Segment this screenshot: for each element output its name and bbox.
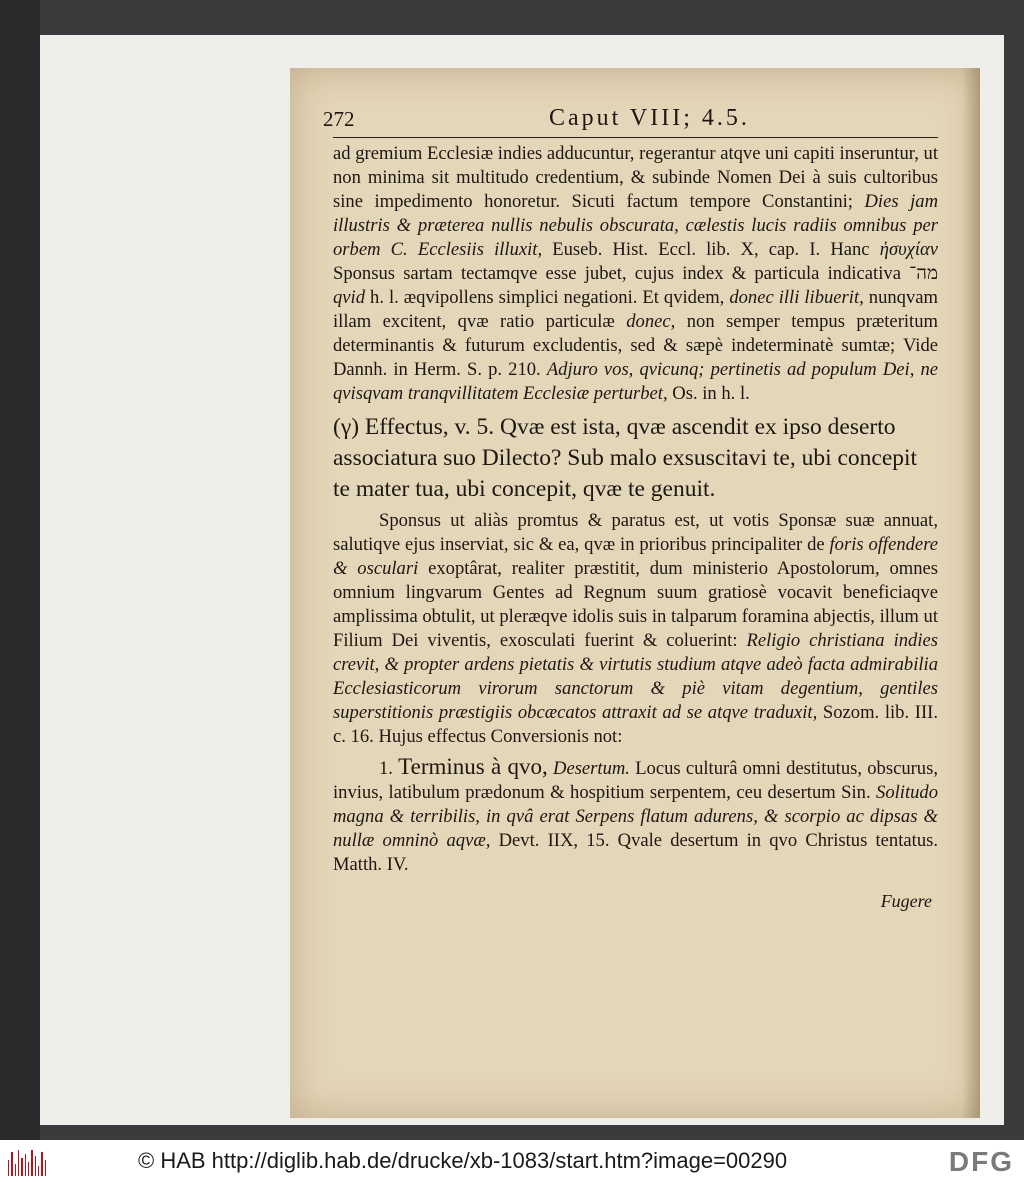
scanner-background-left xyxy=(0,0,40,1140)
catchword: Fugere xyxy=(880,891,932,911)
page-number: 272 xyxy=(323,107,355,131)
paragraph-1: ad gremium Ecclesiæ indies adducuntur, regerantur atqve uni capiti inseruntur, ut non minima sit multitudo credentium, & subinde Nomen Dei à suis cultoribus sine impedimento honoretur. Sicuti factum tempore Constantini; Dies jam illustris & præterea nullis nebulis obscurata, cælestis lucis radiis omnibus per orbem C. Ecclesiis illuxit, Euseb. Hist. Eccl. lib. X, cap. I. Hanc ἡσυχίαν Sponsus sartam tectamqve esse jubet, cujus index & particula indicativa מה־ qvid h. l. æqvipollens simplici negationi. Et qvidem, donec illi libuerit, nunqvam illam excitent, qvæ ratio particulæ donec, non semper tempus præteritum determinantis & futurum excludentis, sed & sæpè indeterminatè sumtæ; Vide Dannh. in Herm. S. p. 210. Adjuro vos, qvicunq; pertinetis ad populum Dei, ne qvisqvam tranqvillitatem Ecclesiæ perturbet, Os. in h. l. xyxy=(333,143,939,404)
dfg-logo: DFG xyxy=(948,1146,1014,1177)
chapter-title: Caput VIII; 4.5. xyxy=(549,105,750,131)
running-head xyxy=(323,105,938,138)
footer-bar xyxy=(0,1140,1024,1182)
page-text xyxy=(323,105,939,912)
copyright-link[interactable]: © HAB http://diglib.hab.de/drucke/xb-1083/start.htm?image=00290 xyxy=(138,1148,788,1173)
barcode-logo-icon xyxy=(8,1148,46,1176)
terminus-paragraph: 1. Terminus à qvo, Desertum. Locus culturâ omni destitutus, obscurus, invius, latibulum prædonum & hospitium serpentem, ceu desertum Sin. Solitudo magna & terribilis, in qvâ erat Serpens flatum adurens, & scorpio ac dipsas & nullæ omninò aqvæ, Devt. IIX, 15. Qvale desertum in qvo Christus tentatus. Matth. IV. xyxy=(333,754,938,875)
paragraph-2: Sponsus ut aliàs promtus & paratus est, ut votis Sponsæ suæ annuat, salutiqve ejus inserviat, sic & ea, qvæ in prioribus principaliter de foris offendere & osculari exoptârat, realiter præstitit, dum ministerio Apostolorum, omnes omnium lingvarum Gentes ad Regnum suum gratiosè vocavit beneficiaqve amplissima obtulit, ut pleræqve idolis suis in talparum foramina abjectis, illum ut Filium Dei viventis, exosculati fuerint & coluerint: Religio christiana indies crevit, & propter ardens pietatis & virtutis studium atqve adeò facta admirabilia Ecclesiasticorum virorum sanctorum & piè vitam degentium, gentiles superstitionis præstigiis obcæcatos attraxit ad se atqve traduxit, Sozom. lib. III. c. 16. Hujus effectus Conversionis not: xyxy=(333,510,938,747)
section-heading: (γ) Effectus, v. 5. Qvæ est ista, qvæ ascendit ex ipso deserto associatura suo Dilecto? Sub malo exsuscitavi te, ubi concepit te mater tua, ubi concepit, qvæ te genuit. xyxy=(333,414,918,502)
